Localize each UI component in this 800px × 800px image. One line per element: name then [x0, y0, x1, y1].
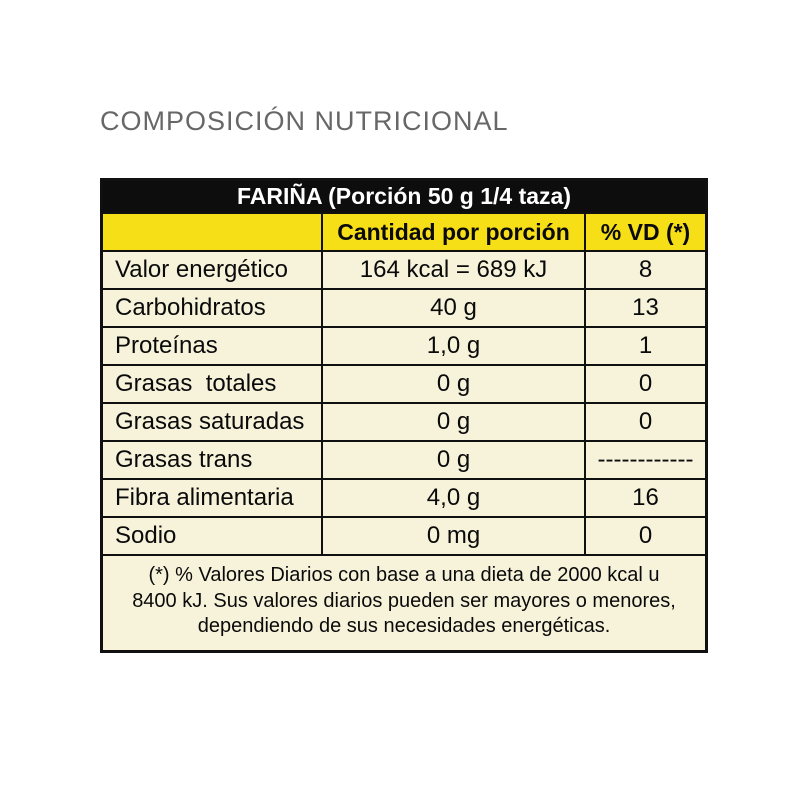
table-row [103, 252, 705, 290]
nutrient-label: Grasas totales [115, 370, 277, 397]
nutrient-label: Fibra alimentaria [115, 484, 294, 511]
nutrient-vd: 16 [632, 484, 659, 511]
column-header-vd: % VD (*) [600, 218, 691, 245]
table-row [103, 442, 705, 480]
footnote [103, 556, 705, 650]
footnote-line: 8400 kJ. Sus valores diarios pueden ser mayores o menores, [132, 589, 676, 612]
column-header-amount: Cantidad por porción [321, 214, 586, 250]
nutrient-label: Valor energético [115, 256, 288, 283]
page-title: COMPOSICIÓN NUTRICIONAL [100, 106, 509, 136]
nutrient-vd: 0 [638, 370, 653, 397]
table-row [103, 404, 705, 442]
table-row [103, 480, 705, 518]
table-row [103, 290, 705, 328]
table-title: FARIÑA (Porción 50 g 1/4 taza) [103, 181, 705, 212]
column-header-row [103, 212, 705, 252]
nutrient-amount: 4,0 g [321, 480, 586, 516]
nutrient-amount: 1,0 g [321, 328, 586, 364]
nutrient-label: Grasas saturadas [115, 408, 305, 435]
nutrient-label: Sodio [115, 522, 177, 549]
nutrient-amount: 0 g [321, 404, 586, 440]
nutrition-table [100, 178, 708, 653]
footnote-line: (*) % Valores Diarios con base a una dieta de 2000 kcal u [148, 564, 660, 586]
nutrient-vd: 0 [638, 522, 653, 549]
nutrient-vd: 13 [632, 294, 659, 321]
table-row [103, 366, 705, 404]
nutrient-vd: ------------ [597, 446, 694, 473]
nutrient-amount: 0 g [321, 366, 586, 402]
nutrient-amount: 0 mg [321, 518, 586, 554]
nutrient-amount: 40 g [321, 290, 586, 326]
nutrient-vd: 8 [638, 256, 653, 283]
nutrient-label: Carbohidratos [115, 294, 266, 321]
nutrient-vd: 1 [638, 332, 653, 359]
nutrient-amount: 164 kcal = 689 kJ [321, 252, 586, 288]
footnote-line: dependiendo de sus necesidades energéticas. [197, 615, 611, 638]
table-row [103, 518, 705, 556]
nutrient-label: Grasas trans [115, 446, 253, 473]
nutrient-vd: 0 [638, 408, 653, 435]
table-row [103, 328, 705, 366]
nutrient-label: Proteínas [115, 332, 218, 359]
nutrient-amount: 0 g [321, 442, 586, 478]
